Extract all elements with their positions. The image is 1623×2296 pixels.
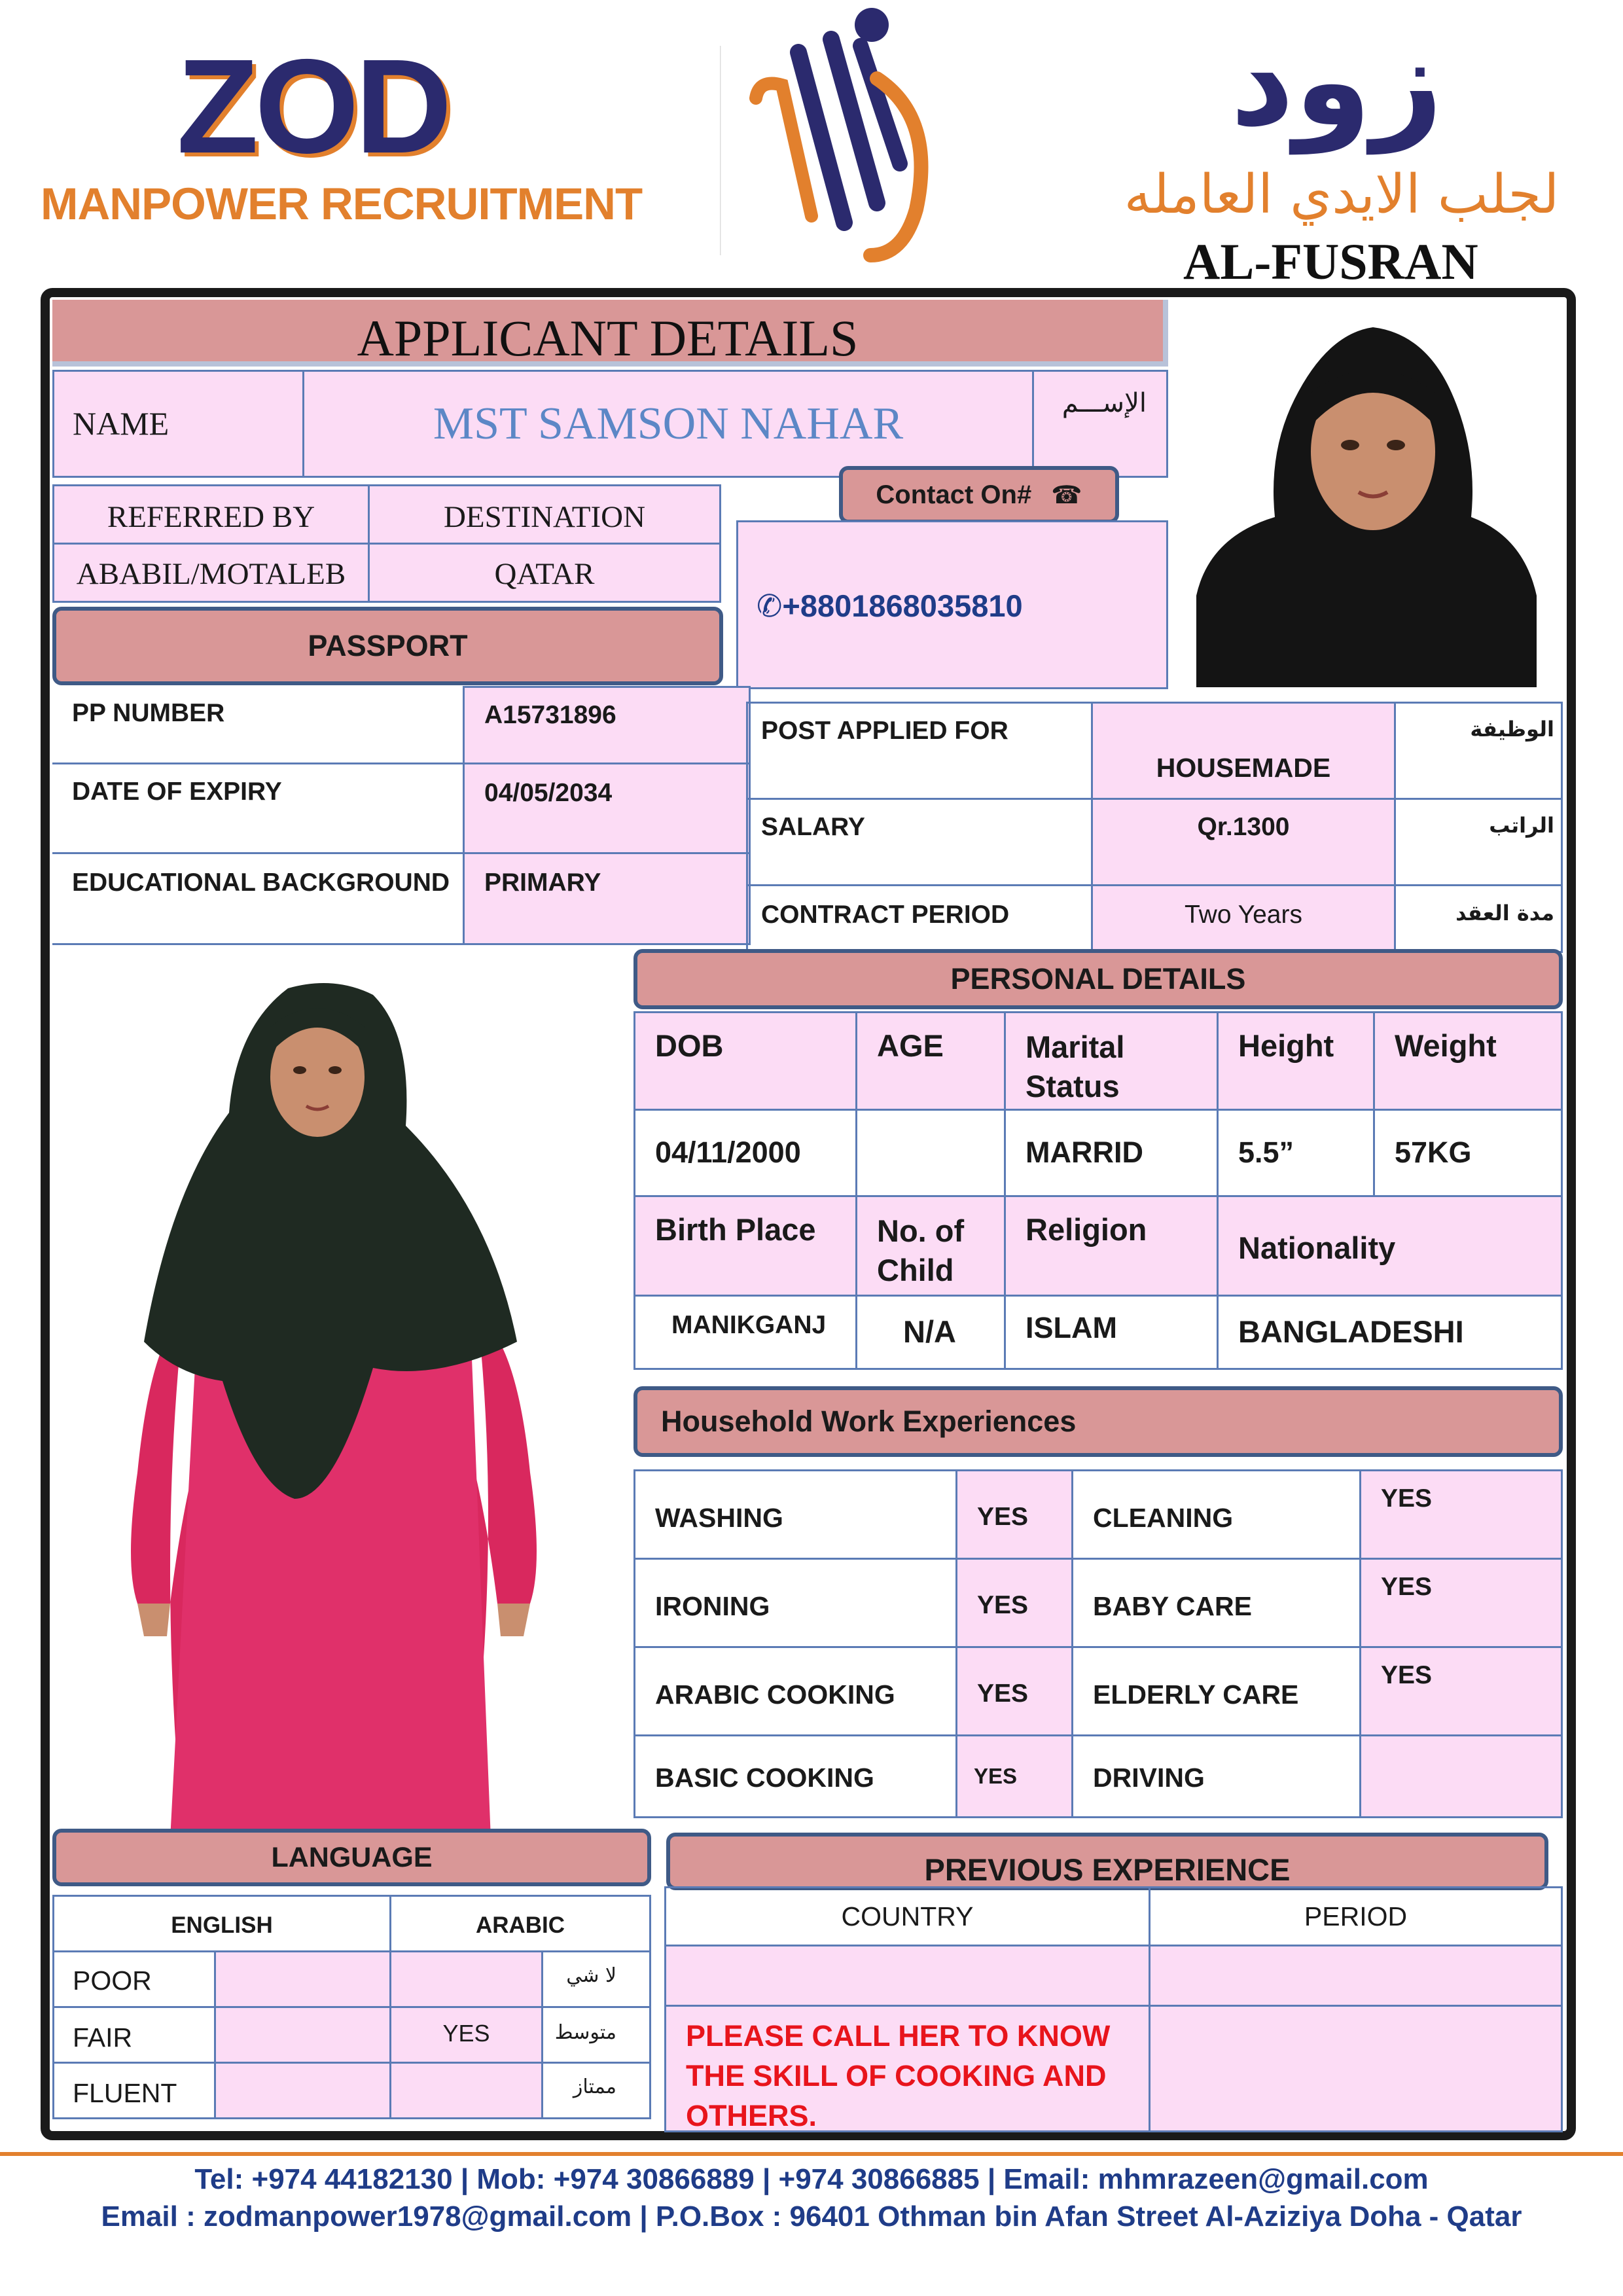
brand-logo-text: ZOD (177, 31, 448, 181)
religion-value: ISLAM (1004, 1295, 1219, 1370)
english-fluent-cell (214, 2062, 391, 2119)
arabic-cooking-label: ARABIC COOKING (633, 1646, 957, 1736)
language-english-header: ENGLISH (52, 1895, 391, 1952)
arabic-fluent-label: ممتاز (541, 2062, 651, 2119)
brand-subtitle: MANPOWER RECRUITMENT (41, 179, 643, 229)
arabic-subtitle: لجلب الايدي العامله (1124, 164, 1560, 226)
weight-header: Weight (1373, 1011, 1563, 1111)
footer-contact-line: Tel: +974 44182130 | Mob: +974 30866889 | +974 30866885 | Email: mhmrazeen@gmail.com (194, 2163, 1429, 2195)
al-fusran-text: AL-FUSRAN (1183, 233, 1478, 290)
children-value: N/A (855, 1295, 1006, 1370)
arabic-fair-cell: YES (389, 2006, 543, 2064)
arabic-brand: زود (1230, 9, 1443, 154)
contact-value-cell (736, 520, 1168, 689)
previous-experience-header: PREVIOUS EXPERIENCE (666, 1833, 1548, 1890)
language-level-fluent: FLUENT (52, 2062, 216, 2119)
post-applied-label: POST APPLIED FOR (746, 702, 1093, 800)
contract-period-value: Two Years (1091, 884, 1396, 953)
post-applied-arabic: الوظيفة (1394, 702, 1563, 800)
referred-by-label: REFERRED BY (52, 484, 370, 545)
ironing-label: IRONING (633, 1558, 957, 1648)
company-logo-icon (720, 7, 975, 268)
applicant-full-body-photo (98, 975, 569, 1839)
birth-place-header: Birth Place (633, 1195, 857, 1297)
nationality-header: Nationality (1217, 1195, 1563, 1297)
arabic-fluent-cell (389, 2062, 543, 2119)
birth-place-value: MANIKGANJ (633, 1295, 857, 1370)
baby-care-label: BABY CARE (1071, 1558, 1361, 1648)
cooking-skill-note: PLEASE CALL HER TO KNOW THE SKILL OF COOKING AND OTHERS. (686, 2019, 1111, 2132)
salary-label: SALARY (746, 798, 1093, 886)
destination-value: QATAR (368, 543, 721, 603)
date-of-expiry-label: DATE OF EXPIRY (52, 762, 465, 854)
pp-number-label: PP NUMBER (52, 686, 465, 764)
name-arabic-cell: الإســـم (1032, 370, 1168, 478)
age-value (855, 1109, 1006, 1197)
dob-value: 04/11/2000 (633, 1109, 857, 1197)
pp-number-value: A15731896 (463, 686, 751, 764)
height-value: 5.5” (1217, 1109, 1375, 1197)
education-label: EDUCATIONAL BACKGROUND (52, 852, 465, 945)
marital-status-value: MARRID (1004, 1109, 1219, 1197)
contact-phone-number: ✆+8801868035810 (757, 588, 1023, 623)
phone-icon: ☎ (1051, 481, 1082, 509)
nationality-value: BANGLADESHI (1217, 1295, 1563, 1370)
education-value: PRIMARY (463, 852, 751, 945)
marital-status-header: Marital Status (1004, 1011, 1219, 1111)
arabic-fair-label: متوسط (541, 2006, 651, 2064)
language-arabic-header: ARABIC (389, 1895, 651, 1952)
previous-period-blank (1149, 2005, 1563, 2132)
contract-period-arabic: مدة العقد (1394, 884, 1563, 953)
previous-country-cell (664, 1945, 1150, 2007)
previous-country-header: COUNTRY (664, 1886, 1150, 1946)
driving-value (1359, 1734, 1563, 1818)
footer-divider (0, 2152, 1623, 2156)
footer-address-line: Email : zodmanpower1978@gmail.com | P.O.Box : 96401 Othman bin Afan Street Al-Aziziya Doha - Qatar (101, 2200, 1522, 2233)
applicant-details-title: APPLICANT DETAILS (52, 300, 1168, 367)
applicant-portrait-photo (1196, 321, 1537, 687)
dob-header: DOB (633, 1011, 857, 1111)
date-of-expiry-value: 04/05/2034 (463, 762, 751, 854)
washing-label: WASHING (633, 1469, 957, 1560)
destination-label: DESTINATION (368, 484, 721, 545)
cleaning-value: YES (1359, 1469, 1563, 1560)
post-applied-value: HOUSEMADE (1091, 702, 1396, 800)
arabic-poor-cell (389, 1950, 543, 2008)
name-value-cell (302, 370, 1034, 478)
children-header: No. of Child (855, 1195, 1006, 1297)
header (0, 0, 1623, 288)
driving-label: DRIVING (1071, 1734, 1361, 1818)
baby-care-value: YES (1359, 1558, 1563, 1648)
ironing-value: YES (955, 1558, 1073, 1648)
previous-note-cell (664, 2005, 1150, 2132)
applicant-name: MST SAMSON NAHAR (433, 399, 904, 449)
elderly-care-label: ELDERLY CARE (1071, 1646, 1361, 1736)
salary-value: Qr.1300 (1091, 798, 1396, 886)
height-header: Height (1217, 1011, 1375, 1111)
contact-header: Contact On# ☎ (839, 466, 1119, 524)
weight-value: 57KG (1373, 1109, 1563, 1197)
basic-cooking-label: BASIC COOKING (633, 1734, 957, 1818)
salary-arabic: الراتب (1394, 798, 1563, 886)
household-header: Household Work Experiences (633, 1386, 1563, 1457)
elderly-care-value: YES (1359, 1646, 1563, 1736)
referred-by-value: ABABIL/MOTALEB (52, 543, 370, 603)
language-header: LANGUAGE (52, 1829, 651, 1886)
english-poor-cell (214, 1950, 391, 2008)
arabic-cooking-value: YES (955, 1646, 1073, 1736)
personal-details-header: PERSONAL DETAILS (633, 949, 1563, 1009)
passport-header: PASSPORT (52, 607, 723, 685)
language-level-fair: FAIR (52, 2006, 216, 2064)
name-label-cell: NAME (52, 370, 304, 478)
contract-period-label: CONTRACT PERIOD (746, 884, 1093, 953)
cleaning-label: CLEANING (1071, 1469, 1361, 1560)
religion-header: Religion (1004, 1195, 1219, 1297)
arabic-poor-label: لا شي (541, 1950, 651, 2008)
age-header: AGE (855, 1011, 1006, 1111)
previous-period-header: PERIOD (1149, 1886, 1563, 1946)
previous-period-cell (1149, 1945, 1563, 2007)
english-fair-cell (214, 2006, 391, 2064)
washing-value: YES (955, 1469, 1073, 1560)
language-level-poor: POOR (52, 1950, 216, 2008)
basic-cooking-value: YES (955, 1734, 1073, 1818)
